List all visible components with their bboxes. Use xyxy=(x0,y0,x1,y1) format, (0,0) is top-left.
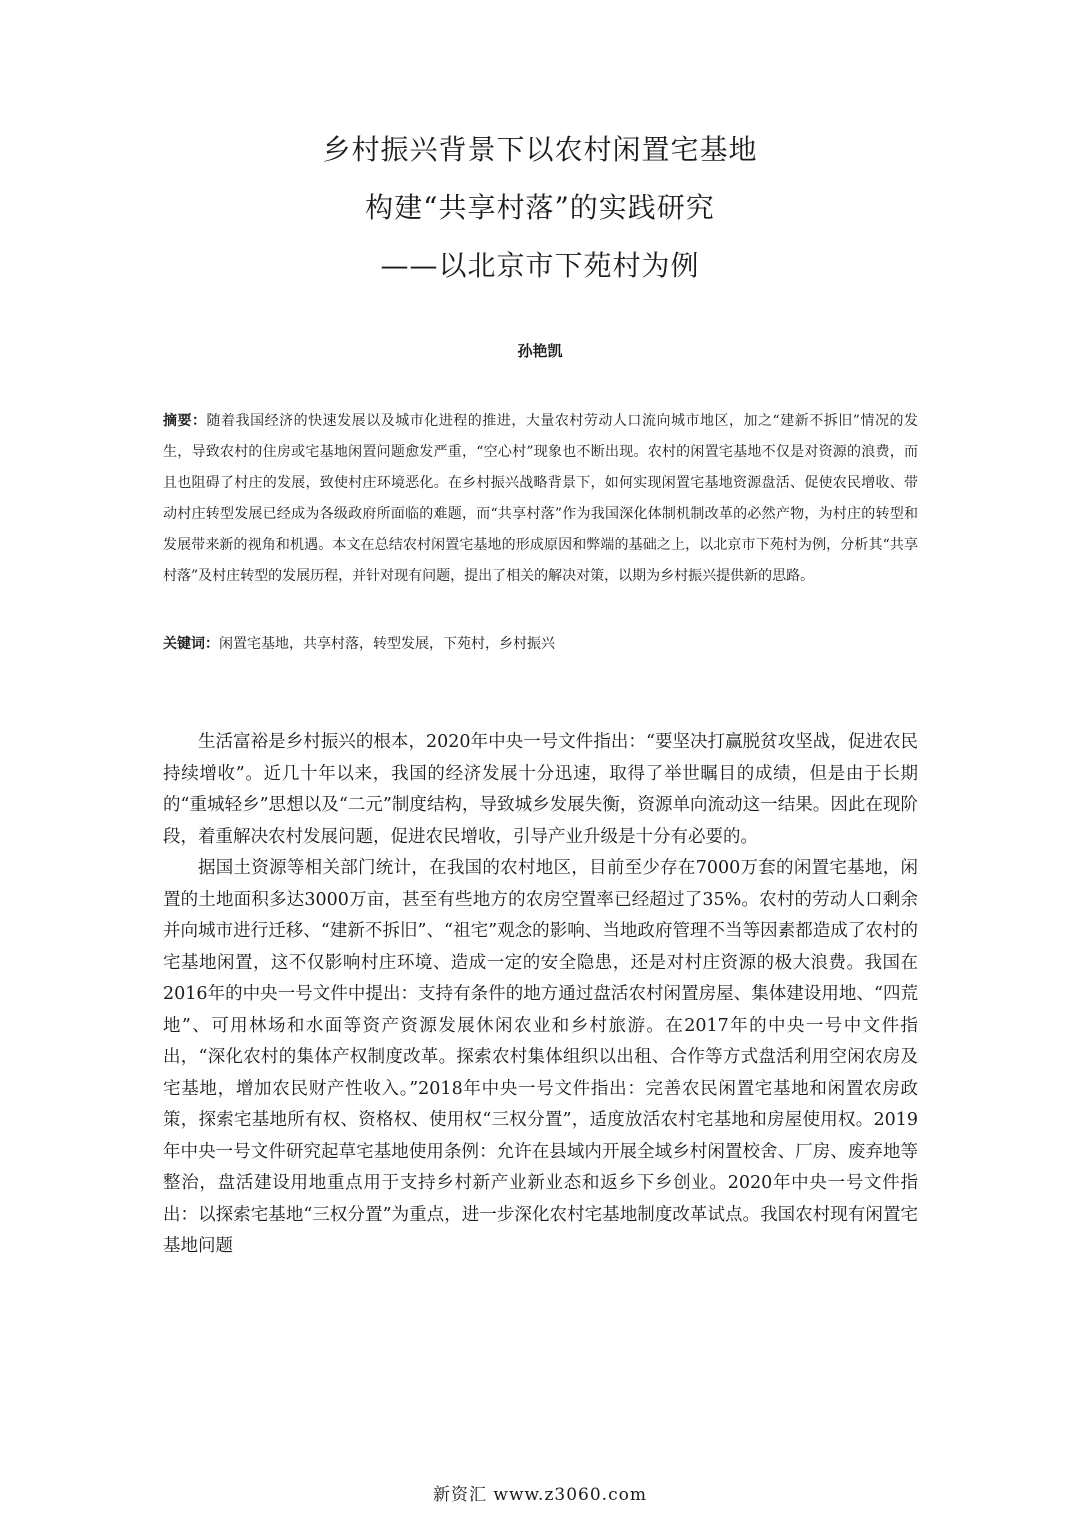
footer-watermark: 新资汇 www.z3060.com xyxy=(433,1485,647,1505)
body-paragraph-1: 生活富裕是乡村振兴的根本，2020年中央一号文件指出：“要坚决打赢脱贫攻坚战，促进农民持续增收”。近几十年以来，我国的经济发展十分迅速，取得了举世瞩目的成绩，但是由于长期的“重城轻乡”思想以及“二元”制度结构，导致城乡发展失衡，资源单向流动这一结果。因此在现阶段，着重解决农村发展问题，促进农民增收，引导产业升级是十分有必要的。 xyxy=(163,732,918,847)
title-line-3: ——以北京市下苑村为例 xyxy=(380,249,700,282)
body-paragraph-2: 据国土资源等相关部门统计，在我国的农村地区，目前至少存在7000万套的闲置宅基地，闲置的土地面积多达3000万亩，甚至有些地方的农房空置率已经超过了35%。农村的劳动人口剩余并向城市进行迁移、“建新不拆旧”、“祖宅”观念的影响、当地政府管理不当等因素都造成了农村的宅基地闲置，这不仅影响村庄环境、造成一定的安全隐患，还是对村庄资源的极大浪费。我国在2016年的中央一号文件中提出：支持有条件的地方通过盘活农村闲置房屋、集体建设用地、“四荒地”、可用林场和水面等资产资源发展休闲农业和乡村旅游。在2017年的中央一号中文件指出，“深化农村的集体产权制度改革。探索农村集体组织以出租、合作等方式盘活利用空闲农房及宅基地，增加农民财产性收入。”2018年中央一号文件指出：完善农民闲置宅基地和闲置农房政策，探索宅基地所有权、资格权、使用权“三权分置”，适度放活农村宅基地和房屋使用权。2019年中央一号文件研究起草宅基地使用条例：允许在县域内开展全域乡村闲置校舍、厂房、废弃地等整治，盘活建设用地重点用于支持乡村新产业新业态和返乡下乡创业。2020年中央一号文件指出：以探索宅基地“三权分置”为重点，进一步深化农村宅基地制度改革试点。我国农村现有闲置宅基地问题 xyxy=(163,858,918,1256)
title-line-1: 乡村振兴背景下以农村闲置宅基地 xyxy=(322,133,758,166)
abstract-label: 摘要： xyxy=(163,413,207,429)
title-line-2: 构建“共享村落”的实践研究 xyxy=(365,191,715,224)
keywords xyxy=(163,629,918,660)
body-text xyxy=(163,727,918,1263)
abstract-text: 随着我国经济的快速发展以及城市化进程的推进，大量农村劳动人口流向城市地区，加之“建新不拆旧”情况的发生，导致农村的住房或宅基地闲置问题愈发严重，“空心村”现象也不断出现。农村的闲置宅基地不仅是对资源的浪费，而且也阻碍了村庄的发展，致使村庄环境恶化。在乡村振兴战略背景下，如何实现闲置宅基地资源盘活、促使农民增收、带动村庄转型发展已经成为各级政府所面临的难题，而“共享村落”作为我国深化体制机制改革的必然产物，为村庄的转型和发展带来新的视角和机遇。本文在总结农村闲置宅基地的形成原因和弊端的基础之上，以北京市下苑村为例，分析其“共享村落”及村庄转型的发展历程，并针对现有问题，提出了相关的解决对策，以期为乡村振兴提供新的思路。 xyxy=(163,413,919,584)
abstract xyxy=(163,406,918,592)
keywords-label: 关键词： xyxy=(163,636,219,652)
keywords-text: 闲置宅基地，共享村落，转型发展，下苑村，乡村振兴 xyxy=(219,636,555,652)
author: 孙艳凯 xyxy=(517,342,563,360)
